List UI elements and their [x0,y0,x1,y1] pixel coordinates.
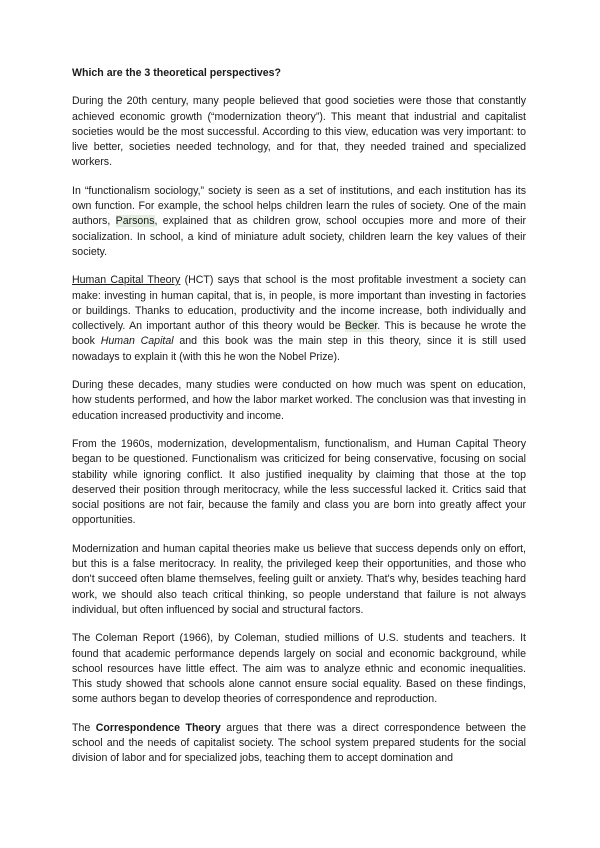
paragraph-correspondence-text-a: The [72,721,96,734]
highlight-becker: Becker [344,320,378,333]
paragraph-human-capital-text-c: and this book was the main step in this theory, since it is still used nowadays to explain it (with this he won the Nobel Prize). [72,335,526,363]
paragraph-modernization: During the 20th century, many people believed that good societies were those that constantly achieved economic growth (“modernization theory”). This meant that industrial and capitalist societies would be the most successful. According to this view, education was very important: to live better, societies needed technology, and for that, they needed trained and specialized workers. [72,95,526,169]
paragraph-correspondence-text-b: argues that there was a direct correspondence between the school and the needs of capitalist society. The school system prepared students for the social division of labor and for specialized jobs, teaching them to accept domination and [72,721,526,765]
paragraph-critique: From the 1960s, modernization, developmentalism, functionalism, and Human Capital Theory began to be questioned. Functionalism was criticized for being conservative, focusing on social stability while ignoring conflict. It also justified inequality by claiming that those at the top deserved their position through meritocracy, while the less successful lacked it. Critics said that social positions are not fair, because the family and class you are born into greatly affect your opportunities. [72,437,526,527]
highlight-parsons: Parsons [115,215,155,228]
paragraph-functionalism-text-a: In “functionalism sociology,” society is seen as a set of institutions, and each institution has its own function. For example, the school helps children learn the rules of society. One of the main authors, [72,184,526,228]
paragraph-human-capital-text-a: (HCT) says that school is the most profitable investment a society can make: investing in human capital, that is, in people, is more important than investing in factories or buildings. Thanks to education, productivity and the income increase, both individually and collectively. An important author of this theory would be [72,274,526,333]
section-heading: Which are the 3 theoretical perspectives? [72,67,282,79]
paragraph-human-capital [72,273,526,365]
paragraph-meritocracy: Modernization and human capital theories make us believe that success depends only on effort, but this is a false meritocracy. In reality, the privileged keep their opportunities, and those who don't succeed often blame themselves, feeling guilt or anxiety. That's why, besides teaching hard work, we should also teach critical thinking, so people understand that failure is not always individual, but often influenced by social and structural factors. [72,542,526,616]
paragraph-correspondence [72,721,526,767]
term-correspondence-theory: Correspondence Theory [95,721,221,734]
document-page [72,66,526,780]
paragraph-functionalism-text-b: , explained that as children grow, school occupies more and more of their socialization. In school, a kind of miniature adult society, children learn the key values of their society. [72,215,526,258]
paragraph-studies: During these decades, many studies were conducted on how much was spent on education, how students performed, and how the labor market worked. The conclusion was that investing in education increased productivity and income. [72,379,526,422]
book-title-human-capital: Human Capital [100,335,174,348]
paragraph-human-capital-text-b: . This is because he wrote the book [72,320,526,348]
term-human-capital-theory: Human Capital Theory [72,274,181,287]
paragraph-functionalism [72,184,526,260]
paragraph-coleman-report: The Coleman Report (1966), by Coleman, studied millions of U.S. students and teachers. It found that academic performance depends largely on social and economic background, while school resources have little effect. The aim was to analyze ethnic and economic inequalities. This study showed that schools alone cannot ensure social equality. Based on these findings, some authors began to develop theories of correspondence and reproduction. [72,632,526,706]
